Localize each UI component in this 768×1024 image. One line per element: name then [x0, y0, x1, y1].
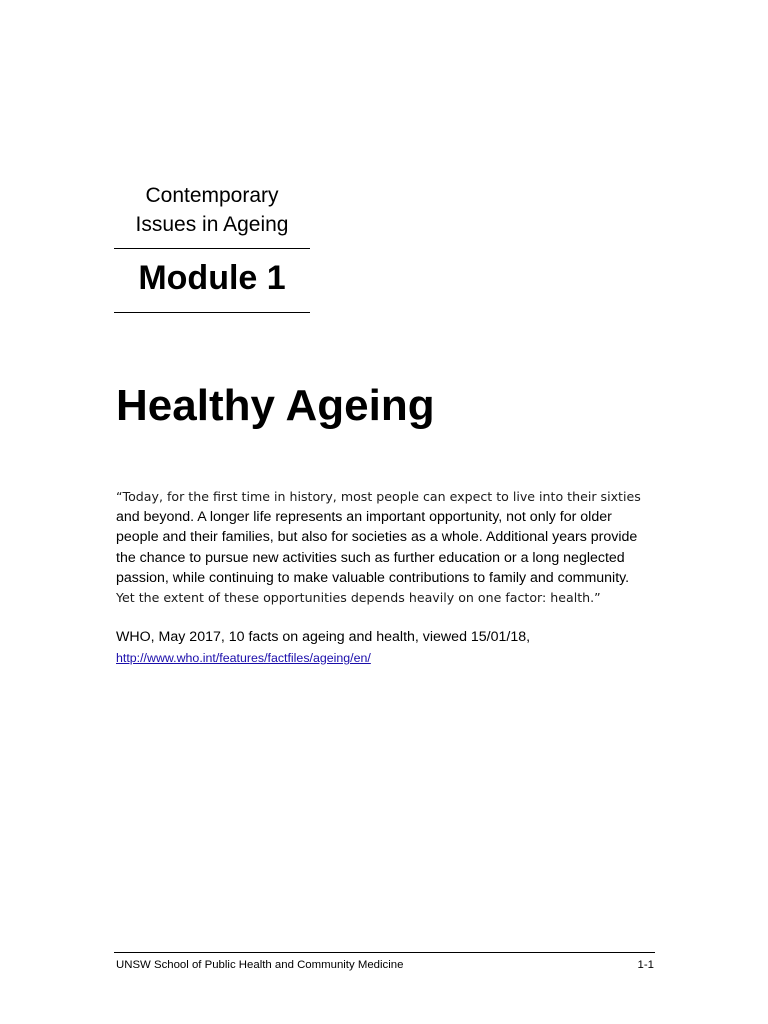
footer-institution: UNSW School of Public Health and Community Medicine	[116, 959, 404, 971]
citation-link[interactable]: http://www.who.int/features/factfiles/ageing/en/	[116, 651, 371, 665]
title-divider-top	[114, 248, 310, 249]
footer-page-number: 1-1	[637, 959, 654, 971]
citation-text: WHO, May 2017, 10 facts on ageing and health, viewed 15/01/18,	[116, 629, 531, 645]
course-title	[114, 181, 310, 239]
course-title-line-2: Issues in Ageing	[135, 213, 289, 236]
module-label: Module 1	[138, 259, 286, 297]
quote-line-6: Yet the extent of these opportunities depends heavily on one factor: health.”	[116, 590, 601, 606]
title-divider-bottom	[114, 312, 310, 313]
course-title-line-1: Contemporary	[145, 184, 279, 207]
quote-line-2: and beyond. A longer life represents an important opportunity, not only for older	[116, 509, 612, 526]
quote-line-4: the chance to pursue new activities such as further education or a long neglected	[116, 549, 625, 566]
page-heading: Healthy Ageing	[116, 381, 435, 430]
quote-line-3: people and their families, but also for societies as a whole. Additional years provide	[116, 529, 638, 546]
quote-line-1: “Today, for the first time in history, most people can expect to live into their sixties	[116, 489, 641, 504]
quote-line-5: passion, while continuing to make valuable contributions to family and community.	[116, 569, 630, 586]
footer-divider	[114, 952, 655, 953]
quote-paragraph	[116, 487, 656, 608]
